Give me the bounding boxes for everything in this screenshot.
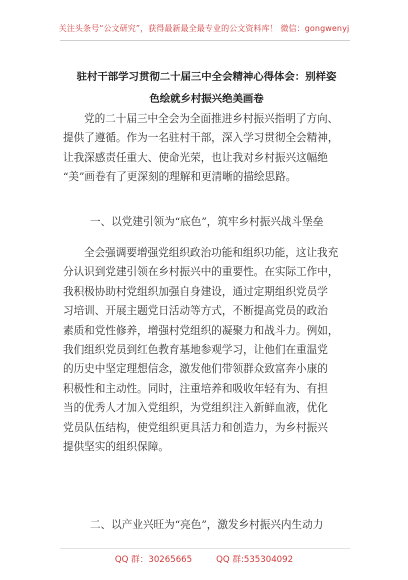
section-heading-1: 一、以党建引领为“底色”，筑牢乡村振兴战斗堡垒 xyxy=(90,216,324,228)
text-line: 党的二十届三中全会为全面推进乡村振兴指明了方向、 xyxy=(84,113,339,125)
footer-divider xyxy=(60,548,350,549)
text-line: 的历史中坚定理想信念，激发他们带领群众致富奔小康的 xyxy=(63,363,328,376)
text-line: 积极性和主动性。同时，注重培养和吸收年轻有为、有担 xyxy=(63,382,328,395)
title-line-2: 色绘就乡村振兴绝美画卷 xyxy=(149,93,264,105)
text-line: 党员队伍结构，使党组织更具活力和创造力，为乡村振兴 xyxy=(63,421,328,434)
paragraph-intro xyxy=(63,110,353,188)
text-line: 提供了遵循。作为一名驻村干部，深入学习贯彻全会精神， xyxy=(63,132,339,145)
title-line-1: 驻村干部学习贯彻二十届三中全会精神心得体会：别样姿 xyxy=(76,71,337,83)
text-line: 让我深感责任重大、使命光荣，也让我对乡村振兴这幅绝 xyxy=(63,151,328,164)
header-notice: 关注头条号“公文研究”，获得最新最全最专业的公文资料库！ 微信：gongwenyj xyxy=(58,24,350,33)
section-heading-2: 二、以产业兴旺为“亮色”，激发乡村振兴内生动力 xyxy=(90,519,324,531)
header-divider xyxy=(60,40,350,41)
text-line: 习培训、开展主题党日活动等方式，不断提高党员的政治 xyxy=(63,305,328,318)
document-title xyxy=(54,66,359,110)
footer-qq-group-1: QQ 群：30265665 xyxy=(114,555,193,565)
text-line: 提供坚实的组织保障。 xyxy=(63,441,169,454)
text-line: “美”画卷有了更深刻的理解和更清晰的描绘思路。 xyxy=(63,171,297,184)
text-line: 我们组织党员到红色教育基地参观学习，让他们在重温党 xyxy=(63,344,328,357)
text-line: 当的优秀人才加入党组织，为党组织注入新鲜血液，优化 xyxy=(63,402,328,415)
text-line: 我积极协助村党组织加强自身建设，通过定期组织党员学 xyxy=(63,285,328,298)
paragraph-party-building xyxy=(63,244,353,457)
text-line: 分认识到党建引领在乡村振兴中的重要性。在实际工作中， xyxy=(63,266,339,279)
text-line: 全会强调要增强党组织政治功能和组织功能，这让我充 xyxy=(84,247,339,259)
footer-qq-group-2: QQ 群:535304092 xyxy=(216,555,294,565)
footer-contact xyxy=(0,553,408,565)
text-line: 素质和党性修养，增强村党组织的凝聚力和战斗力。例如， xyxy=(63,324,339,337)
